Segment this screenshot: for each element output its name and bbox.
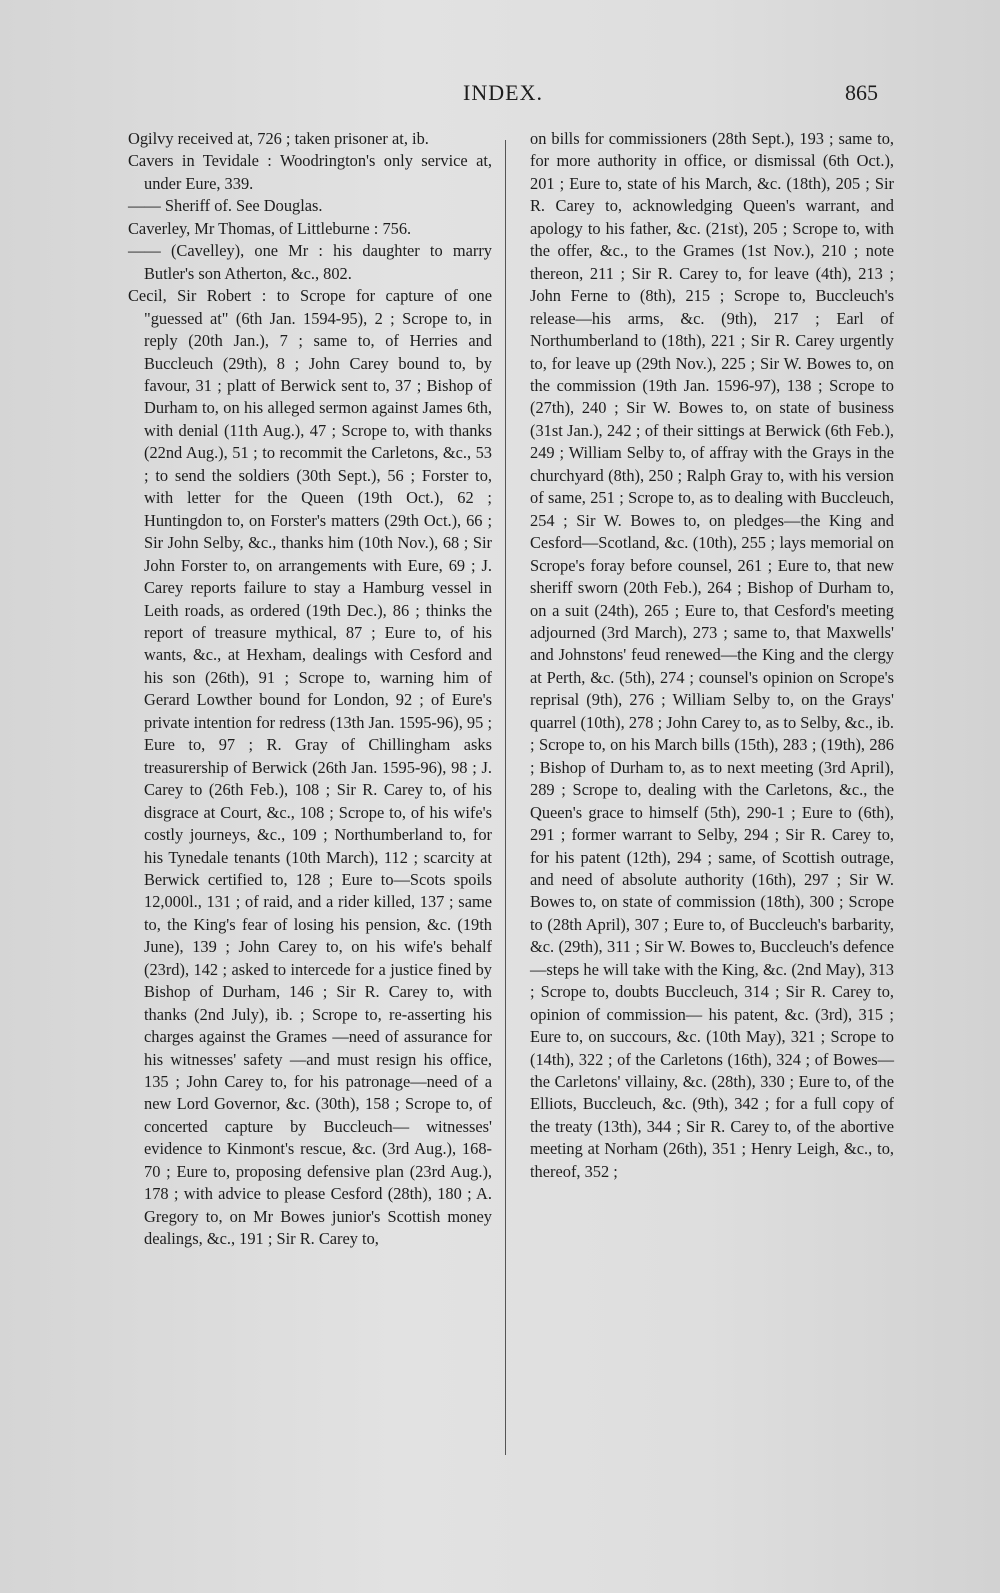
index-entry-cavelley: —— (Cavelley), one Mr : his daughter to marry Butler's son Atherton, &c., 802. (128, 241, 492, 283)
column-divider (505, 140, 506, 1455)
index-entry-ogilvy: Ogilvy received at, 726 ; taken prisoner at, ib. (128, 129, 429, 148)
page-number: 865 (845, 80, 878, 105)
index-entry-cavers: Cavers in Tevidale : Woodrington's only service at, under Eure, 339. (128, 151, 492, 193)
index-entry-caverley: Caverley, Mr Thomas, of Littleburne : 756. (128, 218, 412, 238)
page-title: INDEX. (463, 80, 543, 105)
running-head (128, 80, 878, 112)
left-column (128, 128, 492, 1251)
index-entry-cecil: Cecil, Sir Robert : to Scrope for capture of one "guessed at" (6th Jan. 1594-95), 2 ; Scrope to, in reply (20th Jan.), 7 ; same to, of Herries and Buccleuch (29th), 8 ; John Carey bound to, by favour, 31 ; platt of Berwick sent to, 37 ; Bishop of Durham to, on his alleged sermon against James 6th, with denial (11th Aug.), 47 ; Scrope to, with thanks (22nd Aug.), 51 ; to recommit the Carletons, &c., 53 ; to send the soldiers (30th Sept.), 56 ; Forster to, with letter for the Queen (19th Oct.), 62 ; Huntingdon to, on Forster's matters (29th Oct.), 66 ; Sir John Selby, &c., thanks him (10th Nov.), 68 ; Sir John Forster to, on arrangements with Eure, 69 ; J. Carey reports failure to stay a Hamburg vessel in Leith roads, as ordered (19th Dec.), 86 ; thinks the report of treasure mythical, 87 ; Eure to, of his wants, &c., at Hexham, dealings with Cesford and his son (26th), 91 ; Scrope to, warning him of Gerard Lowther bound for London, 92 ; of Eure's private intention for redress (13th Jan. 1595-96), 95 ; Eure to, 97 ; R. Gray of Chillingham asks treasurership of Berwick (26th Jan. 1595-96), 98 ; J. Carey to (26th Feb.), 108 ; Sir R. Carey to, of his disgrace at Court, &c., 108 ; Scrope to, of his wife's costly journeys, &c., 109 ; Northumberland to, for his Tynedale tenants (10th March), 112 ; scarcity at Berwick certified to, 128 ; Eure to—Scots spoils 12,000l., 131 ; of raid, and a rider killed, 137 ; same to, the King's fear of losing his pension, &c. (19th June), 139 ; John Carey to, on his wife's behalf (23rd), 142 ; asked to intercede for a justice fined by Bishop of Durham, 146 ; Sir R. Carey to, with thanks (2nd July), ib. ; Scrope to, re-asserting his charges against the Grames —need of assurance for his witnesses' safety —and must resign his office, 135 ; John Carey to, for his patronage—need of a new Lord Governor, &c. (30th), 158 ; Scrope to, of concerted capture by Buccleuch— witnesses' evidence to Kinmont's rescue, &c. (3rd Aug.), 168-70 ; Eure to, proposing defensive plan (23rd Aug.), 178 ; with advice to please Cesford (28th), 180 ; A. Gregory to, on Mr Bowes junior's Scottish money dealings, &c., 191 ; Sir R. Carey to, (128, 286, 492, 1249)
index-entry-cavers-sheriff: —— Sheriff of. See Douglas. (128, 196, 323, 216)
right-column (530, 128, 894, 1183)
index-entry-cecil-continued: on bills for commissioners (28th Sept.), 193 ; same to, for more authority in office, or dismissal (6th Oct.), 201 ; Eure to, state of his March, &c. (18th), 205 ; Sir R. Carey to, acknowledging Queen's warrant, and apology to his father, &c. (21st), 205 ; Scrope to, with the offer, &c., to the Grames (1st Nov.), 210 ; note thereon, 211 ; Sir R. Carey to, for leave (4th), 213 ; John Ferne to (8th), 215 ; Scrope to, Buccleuch's release—his arms, &c. (9th), 217 ; Earl of Northumberland to (18th), 221 ; Sir R. Carey urgently to, for leave up (29th Nov.), 225 ; Sir W. Bowes to, on the commission (19th Jan. 1596-97), 138 ; Scrope to (27th), 240 ; Sir W. Bowes to, on state of business (31st Jan.), 242 ; of their sittings at Berwick (6th Feb.), 249 ; William Selby to, of affray with the Grays in the churchyard (8th), 250 ; Ralph Gray to, with his version of same, 251 ; Scrope to, as to dealing with Buccleuch, 254 ; Sir W. Bowes to, on pledges—the King and Cesford—Scotland, &c. (10th), 255 ; lays memorial on Scrope's foray before counsel, 261 ; Eure to, that new sheriff sworn (20th Feb.), 264 ; Bishop of Durham to, on a suit (24th), 265 ; Eure to, that Cesford's meeting adjourned (3rd March), 273 ; same to, that Maxwells' and Johnstons' feud renewed—the King and the clergy at Perth, &c. (5th), 274 ; counsel's opinion on Scrope's reprisal (9th), 276 ; William Selby to, on the Grays' quarrel (10th), 278 ; John Carey to, as to Selby, &c., ib. ; Scrope to, on his March bills (15th), 283 ; (19th), 286 ; Bishop of Durham to, as to next meeting (3rd April), 289 ; Scrope to, dealing with the Carletons, &c., the Queen's grace to himself (5th), 290-1 ; Eure to (6th), 291 ; former warrant to Selby, 294 ; Sir R. Carey to, for his patent (12th), 294 ; same, of Scottish outrage, and need of absolute authority (16th), 297 ; Sir W. Bowes to, on state of commission (18th), 300 ; Scrope to (28th April), 307 ; Eure to, of Buccleuch's barbarity, &c. (29th), 311 ; Sir W. Bowes to, Buccleuch's defence—steps he will take with the King, &c. (2nd May), 313 ; Scrope to, doubts Buccleuch, 314 ; Sir R. Carey to, opinion of commission— his patent, &c. (3rd), 315 ; Eure to, on succours, &c. (10th May), 321 ; Scrope to (14th), 322 ; of the Carletons (16th), 324 ; of Bowes—the Carletons' villainy, &c. (28th), 330 ; Eure to, of the Elliots, Buccleuch, &c. (9th), 342 ; for a full copy of the treaty (13th), 344 ; Sir R. Carey to, of the abortive meeting at Norham (26th), 351 ; Henry Leigh, &c., to, thereof, 352 ; (530, 129, 894, 1181)
